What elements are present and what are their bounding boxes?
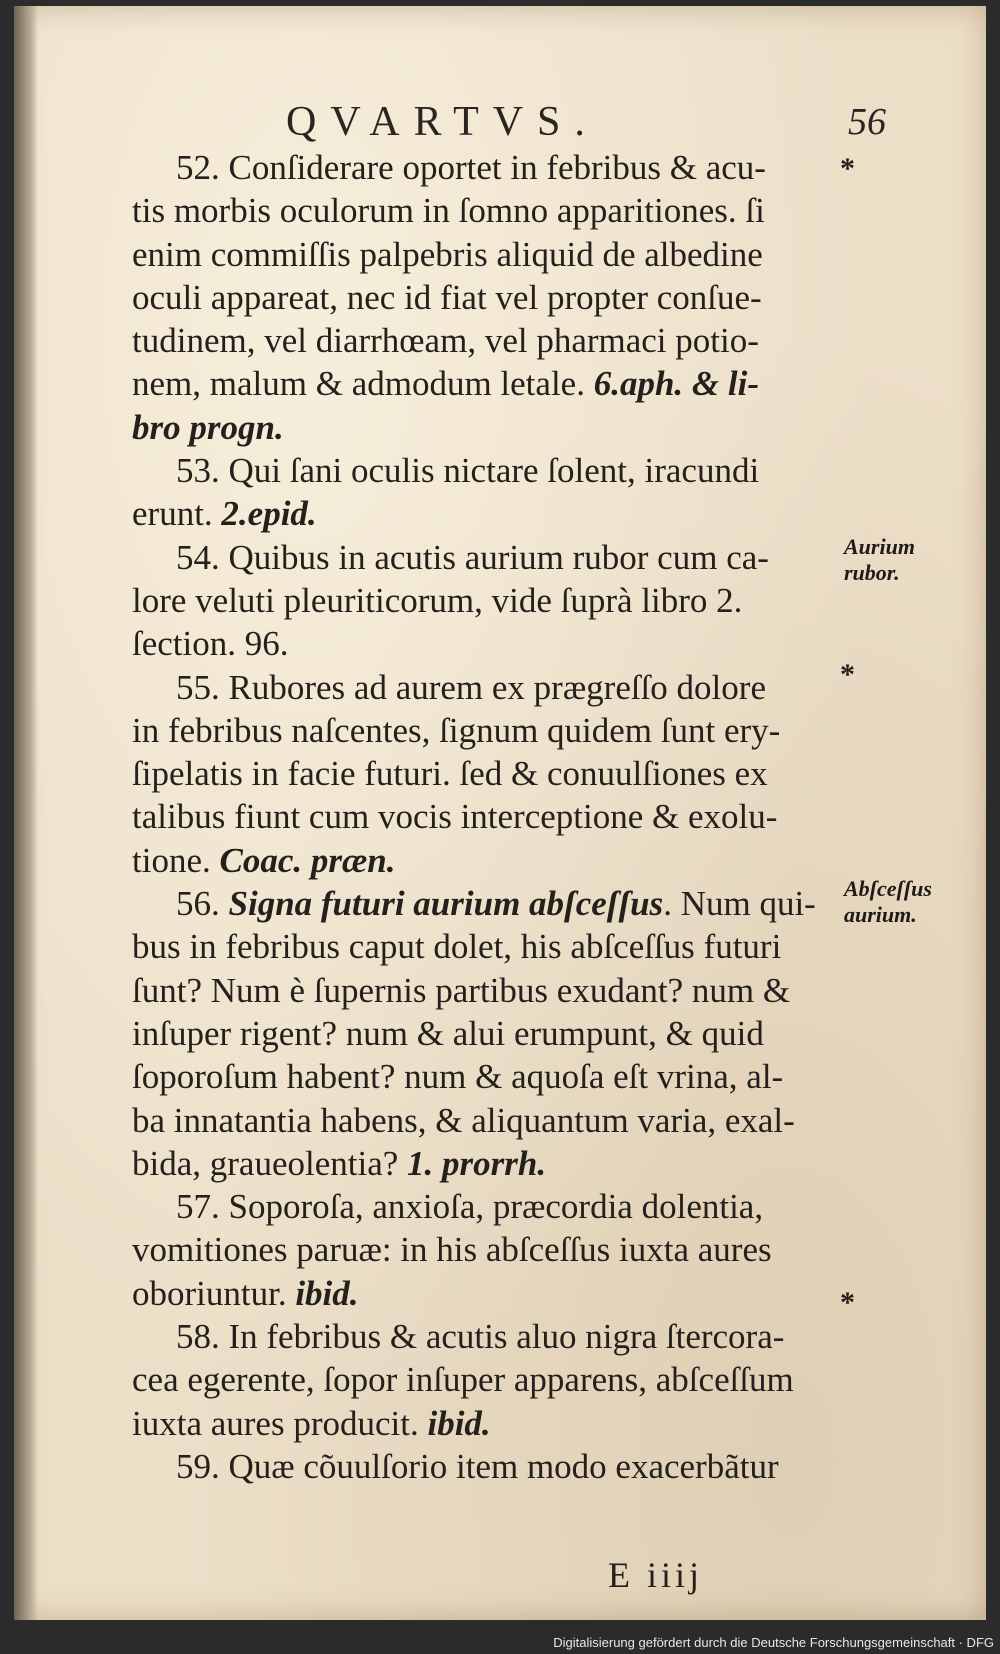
signature-mark: E iiij — [608, 1555, 703, 1595]
page-header — [286, 98, 886, 146]
asterisk-mark: * — [840, 658, 855, 691]
text-span: in febribus naſcentes, ſignum quidem ſunt ery- — [132, 710, 781, 750]
citation-reference: Coac. præn. — [219, 840, 396, 880]
digitization-footer: Digitalisierung gefördert durch die Deutsche Forschungsgemeinschaft · DFG — [553, 1635, 994, 1650]
text-span: 55. Rubores ad aurem ex prægreſſo dolore — [176, 667, 766, 707]
text-line — [132, 536, 872, 579]
text-line — [132, 1055, 872, 1098]
citation-reference: 2.epid. — [221, 494, 317, 534]
text-line — [132, 233, 872, 276]
text-span: oculi appareat, nec id fiat vel propter conſue- — [132, 277, 762, 317]
text-span: enim commiſſis palpebris aliquid de albedine — [132, 234, 763, 274]
text-span: . Num qui- — [663, 884, 816, 924]
text-line — [132, 362, 872, 405]
text-line — [132, 882, 872, 925]
text-span: ſipelatis in facie futuri. ſed & conuulſiones ex — [132, 754, 768, 794]
text-line — [132, 1272, 872, 1315]
text-span: cea egerente, ſopor inſuper apparens, abſceſſum — [132, 1360, 794, 1400]
text-line — [132, 839, 872, 882]
text-line — [132, 406, 872, 449]
section-title: Signa futuri aurium abſceſſus — [228, 884, 664, 924]
text-span: bida, graueolentia? — [132, 1143, 408, 1183]
text-line — [132, 1228, 872, 1271]
text-span: tudinem, vel diarrhœam, vel pharmaci potio- — [132, 321, 759, 361]
text-line — [132, 622, 872, 665]
text-line — [132, 1315, 872, 1358]
text-line — [132, 492, 872, 535]
text-line — [132, 579, 872, 622]
text-span: ba innatantia habens, & aliquantum varia, exal- — [132, 1100, 795, 1140]
text-span: iuxta aures producit. — [132, 1403, 428, 1443]
text-line — [132, 319, 872, 362]
text-line — [132, 189, 872, 232]
text-line — [132, 1012, 872, 1055]
text-span: talibus fiunt cum vocis interceptione & exolu- — [132, 797, 778, 837]
text-span: 54. Quibus in acutis aurium rubor cum ca- — [176, 537, 769, 577]
text-span: lore veluti pleuriticorum, vide ſuprà libro 2. — [132, 580, 743, 620]
text-line — [132, 1142, 872, 1185]
text-span: ſoporoſum habent? num & aquoſa eſt vrina, al- — [132, 1057, 784, 1097]
citation-reference: bro progn. — [132, 407, 284, 447]
page-number: 56 — [848, 101, 886, 143]
text-span: bus in febribus caput dolet, his abſceſſus futuri — [132, 927, 782, 967]
text-span: 57. Soporoſa, anxioſa, præcordia dolentia, — [176, 1187, 764, 1227]
text-span: 58. In febribus & acutis aluo nigra ſtercora- — [176, 1317, 785, 1357]
text-line — [132, 276, 872, 319]
text-span: oboriuntur. — [132, 1273, 296, 1313]
citation-reference: ibid. — [427, 1403, 491, 1443]
text-span: 56. — [176, 884, 229, 924]
text-line — [132, 1445, 872, 1488]
margin-note-line: aurium. — [844, 902, 917, 927]
text-span: 59. Quæ cõuulſorio item modo exacerbãtur — [176, 1446, 779, 1486]
text-span: 52. Conſiderare oportet in febribus & acu- — [176, 148, 766, 187]
binding-gutter — [14, 6, 38, 1620]
text-line — [132, 795, 872, 838]
text-span: erunt. — [132, 494, 222, 534]
citation-reference: 6.aph. & li- — [593, 364, 759, 404]
citation-reference: 1. prorrh. — [407, 1143, 547, 1183]
text-line — [132, 1185, 872, 1228]
asterisk-mark: * — [840, 1286, 855, 1319]
margin-note-line: rubor. — [844, 560, 900, 585]
text-span: vomitiones paruæ: in his abſceſſus iuxta aures — [132, 1230, 772, 1270]
text-line — [132, 752, 872, 795]
text-span: nem, malum & admodum letale. — [132, 364, 594, 404]
text-line — [132, 709, 872, 752]
text-span: inſuper rigent? num & alui erumpunt, & quid — [132, 1013, 764, 1053]
text-line — [132, 1099, 872, 1142]
text-line — [132, 146, 872, 189]
margin-note-line: Aurium — [844, 534, 915, 559]
text-line — [132, 1402, 872, 1445]
text-line — [132, 925, 872, 968]
margin-note-line: Abſceſſus — [844, 876, 932, 901]
text-line — [132, 969, 872, 1012]
citation-reference: ibid. — [295, 1273, 359, 1313]
text-span: ſection. 96. — [132, 624, 289, 664]
text-span: ſunt? Num è ſupernis partibus exudant? num & — [132, 970, 791, 1010]
text-line — [132, 449, 872, 492]
text-line — [132, 666, 872, 709]
running-head: QVARTVS. — [286, 99, 599, 145]
body-text — [132, 146, 872, 1488]
asterisk-mark: * — [840, 152, 855, 185]
text-span: tione. — [132, 840, 220, 880]
text-line — [132, 1358, 872, 1401]
book-page — [14, 6, 986, 1620]
text-span: tis morbis oculorum in ſomno apparitiones. ſi — [132, 191, 765, 231]
text-span: 53. Qui ſani oculis nictare ſolent, iracundi — [176, 451, 760, 491]
